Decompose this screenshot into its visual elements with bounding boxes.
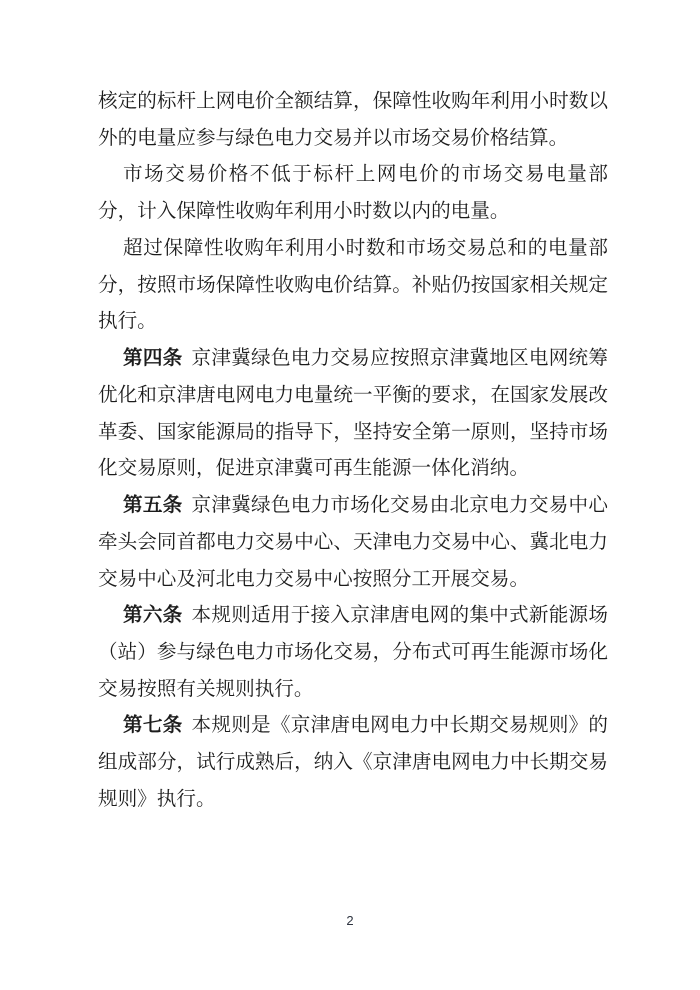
paragraph-article-5 <box>98 488 608 598</box>
paragraph-text: 本规则是《京津唐电网电力中长期交易规则》的组成部分，试行成熟后，纳入《京津唐电网电力中长期交易规则》执行。 <box>98 715 608 810</box>
article-number: 第四条 <box>123 348 183 370</box>
paragraph-text: 京津冀绿色电力交易应按照京津冀地区电网统筹优化和京津唐电网电力电量统一平衡的要求，在国家发展改革委、国家能源局的指导下，坚持安全第一原则，坚持市场化交易原则，促进京津冀可再生能源一体化消纳。 <box>98 348 608 480</box>
paragraph-text: 京津冀绿色电力市场化交易由北京电力交易中心牵头会同首都电力交易中心、天津电力交易中心、冀北电力交易中心及河北电力交易中心按照分工开展交易。 <box>98 495 608 590</box>
document-body <box>98 84 608 819</box>
paragraph-text: 核定的标杆上网电价全额结算，保障性收购年利用小时数以外的电量应参与绿色电力交易并以市场交易价格结算。 <box>98 91 608 149</box>
article-number: 第七条 <box>123 715 183 737</box>
article-number: 第五条 <box>123 495 183 517</box>
page-number: 2 <box>346 913 354 928</box>
paragraph-article-6 <box>98 598 608 708</box>
paragraph-text: 超过保障性收购年利用小时数和市场交易总和的电量部分，按照市场保障性收购电价结算。补贴仍按国家相关规定执行。 <box>98 237 608 333</box>
article-number: 第六条 <box>123 605 183 627</box>
paragraph-text: 市场交易价格不低于标杆上网电价的市场交易电量部分，计入保障性收购年利用小时数以内的电量。 <box>98 164 608 223</box>
paragraph-article-7 <box>98 708 608 818</box>
paragraph-article-4 <box>98 341 608 488</box>
page-footer <box>0 911 700 931</box>
paragraph <box>98 157 608 230</box>
paragraph <box>98 231 608 341</box>
paragraph-text: 本规则适用于接入京津唐电网的集中式新能源场（站）参与绿色电力市场化交易，分布式可再生能源市场化交易按照有关规则执行。 <box>98 605 608 700</box>
paragraph <box>98 84 608 157</box>
